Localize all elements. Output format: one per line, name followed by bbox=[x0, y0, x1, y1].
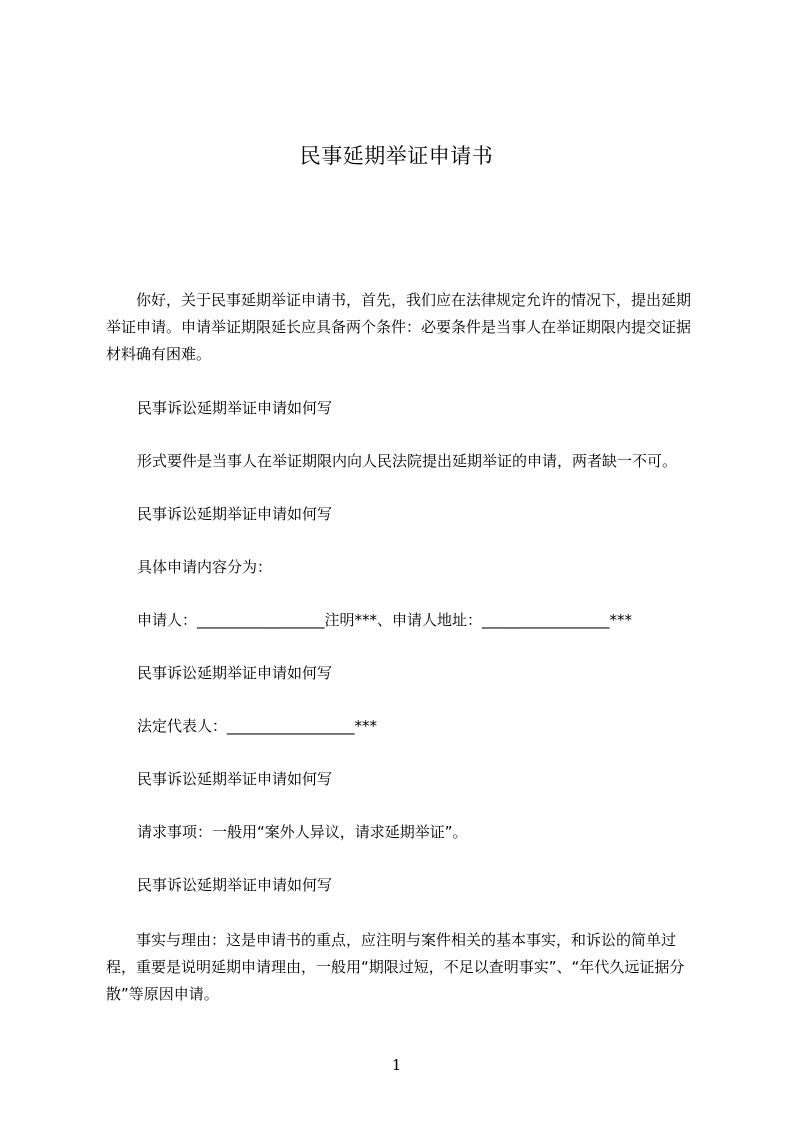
legal-representative-line: 法定代表人：_________________*** bbox=[137, 717, 378, 735]
content-intro-text: 具体申请内容分为： bbox=[137, 558, 273, 576]
section-heading-1: 民事诉讼延期举证申请如何写 bbox=[137, 399, 333, 417]
section-heading-5: 民事诉讼延期举证申请如何写 bbox=[137, 876, 333, 894]
document-title: 民事延期举证申请书 bbox=[299, 144, 494, 168]
formal-requirement-text: 形式要件是当事人在举证期限内向人民法院提出延期举证的申请，两者缺一不可。 bbox=[137, 452, 678, 470]
page-number: 1 bbox=[391, 1056, 402, 1074]
facts-and-reasons-paragraph: 事实与理由：这是申请书的重点，应注明与案件相关的基本事实，和诉讼的简单过程，重要是说明延期申请理由，一般用“期限过短，不足以查明事实”、“年代久远证据分散”等原因申请。 bbox=[106, 931, 685, 1003]
intro-paragraph: 你好，关于民事延期举证申请书，首先，我们应在法律规定允许的情况下，提出延期举证申请。申请举证期限延长应具备两个条件：必要条件是当事人在举证期限内提交证据材料确有困难。 bbox=[106, 291, 692, 363]
section-heading-4: 民事诉讼延期举证申请如何写 bbox=[137, 770, 333, 788]
request-items-line: 请求事项：一般用“案外人异议，请求延期举证”。 bbox=[137, 823, 468, 841]
section-heading-3: 民事诉讼延期举证申请如何写 bbox=[137, 664, 333, 682]
section-heading-2: 民事诉讼延期举证申请如何写 bbox=[137, 505, 333, 523]
applicant-line: 申请人：_________________注明***、申请人地址：_________________*** bbox=[137, 611, 633, 629]
